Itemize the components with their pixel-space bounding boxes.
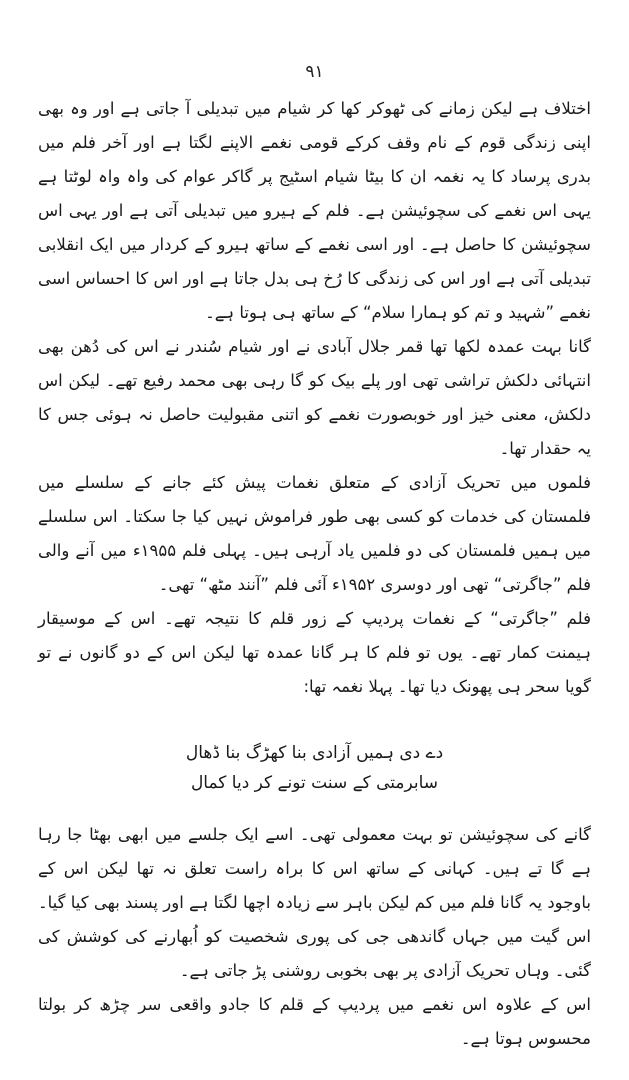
paragraph-4: فلم ”جاگرتی“ کے نغمات پردیپ کے زور قلم کا نتیجہ تھے۔ اس کے موسیقار ہیمنت کمار تھے۔ یوں تو فلم کا ہر گانا عمدہ تھا لیکن اس کے دو گانوں نے تو گویا سحر ہی پھونک دیا تھا۔ پہلا نغمہ تھا: bbox=[38, 609, 591, 696]
page-number: ۹۱ bbox=[305, 62, 324, 82]
paragraph-3: فلموں میں تحریک آزادی کے متعلق نغمات پیش کئے جانے کے سلسلے میں فلمستان کی خدمات کو کسی بھی طور فراموش نہیں کیا جا سکتا۔ اس سلسلے میں ہمیں فلمستان کی دو فلمیں یاد آرہی ہیں۔ پہلی فلم ۱۹۵۵ء میں آنے والی فلم ”جاگرتی“ تھی اور دوسری ۱۹۵۲ء آئی فلم ”آنند مٹھ“ تھی۔ bbox=[38, 473, 591, 594]
paragraph-2: گانا بہت عمدہ لکھا تھا قمر جلال آبادی نے اور شیام سُندر نے اس کی دُھن بھی انتہائی دلکش تراشی تھی اور پلے بیک کو گا رہی بھی محمد رفیع تھے۔ لیکن اس دلکش، معنی خیز اور خوبصورت نغمے کو اتنی مقبولیت حاصل نہ ہوئی جس کا یہ حقدار تھا۔ bbox=[38, 337, 591, 458]
poem-line-2: سابرمتی کے سنت تونے کر دیا کمال bbox=[190, 773, 439, 793]
poem-line-1: دے دی ہمیں آزادی بنا کھڑگ بنا ڈھال bbox=[185, 743, 444, 763]
body-text-top bbox=[38, 92, 591, 704]
body-text-bottom bbox=[38, 818, 591, 1056]
poem-verse bbox=[38, 738, 591, 798]
paragraph-5: گانے کی سچوئیشن تو بہت معمولی تھی۔ اسے ایک جلسے میں ابھی بھٹا جا رہا ہے گا تے ہیں۔ کہانی کے ساتھ اس کا براہ راست تعلق نہ تھا لیکن اس کے باوجود یہ گانا فلم میں کم لیکن باہر سے زیادہ اچھا لگتا ہے اور پسند بھی کیا گیا۔ اس گیت میں جہاں گاندھی جی کی پوری شخصیت کو اُبھارنے کی کوشش کی گئی۔ وہاں تحریک آزادی پر بھی بخوبی روشنی پڑ جاتی ہے۔ bbox=[37, 825, 591, 980]
paragraph-6: اس کے علاوہ اس نغمے میں پردیپ کے قلم کا جادو واقعی سر چڑھ کر بولتا محسوس ہوتا ہے۔ bbox=[38, 995, 591, 1048]
paragraph-1: اختلاف ہے لیکن زمانے کی ٹھوکر کھا کر شیام میں تبدیلی آ جاتی ہے اور وہ بھی اپنی زندگی قوم کے نام وقف کرکے قومی نغمے الاپنے لگتا ہے اور آخر فلم میں بدری پرساد کا یہ نغمہ ان کا بیٹا شیام اسٹیج پر گاکر عوام کی واہ واہ لوٹتا ہے یہی اس نغمے کی سچوئیشن ہے۔ فلم کے ہیرو میں تبدیلی آتی ہے اور یہی اس سچوئیشن کا حاصل ہے۔ اور اسی نغمے کے ساتھ ہیرو کے کردار میں ایک انقلابی تبدیلی آتی ہے اور اس کی زندگی کا رُخ ہی بدل جاتا ہے اور اس کا احساس اسی نغمے ”شہید و تم کو ہمارا سلام“ کے ساتھ ہی ہوتا ہے۔ bbox=[38, 99, 591, 322]
